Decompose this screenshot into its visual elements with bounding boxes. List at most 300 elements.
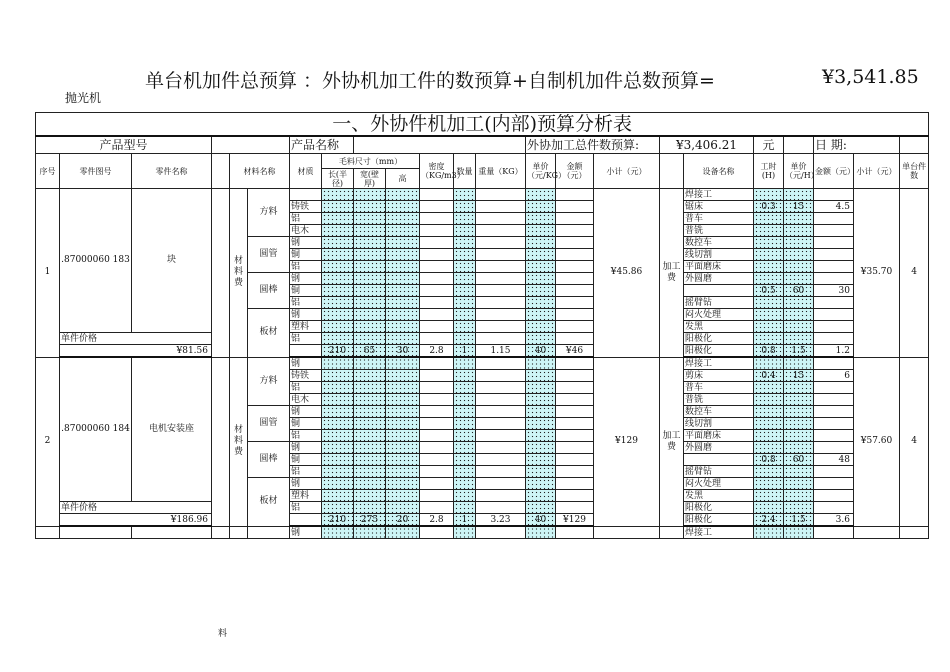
height-cell[interactable] xyxy=(386,309,420,321)
hours-cell[interactable] xyxy=(754,357,784,370)
height-cell[interactable] xyxy=(386,478,420,490)
equipment-label: 阳极化 xyxy=(684,514,754,527)
labor-amount-cell xyxy=(814,430,854,442)
qty-cell[interactable] xyxy=(454,430,476,442)
price-per-kg-cell[interactable] xyxy=(526,454,556,466)
length-cell[interactable] xyxy=(322,466,354,478)
material-row-label xyxy=(290,345,322,358)
qty-cell[interactable] xyxy=(454,333,476,345)
price-per-kg-cell[interactable] xyxy=(526,502,556,514)
labor-amount-cell: 3.6 xyxy=(814,514,854,527)
price-per-kg-cell[interactable] xyxy=(526,321,556,333)
width-cell[interactable] xyxy=(354,297,386,309)
height-cell[interactable] xyxy=(386,285,420,297)
width-cell[interactable] xyxy=(354,237,386,249)
height-cell[interactable] xyxy=(386,418,420,430)
price-per-kg-cell[interactable] xyxy=(526,370,556,382)
equipment-label: 线切割 xyxy=(684,418,754,430)
product-name-label: 产品名称 xyxy=(290,136,354,154)
blank-cell xyxy=(36,526,60,539)
width-cell[interactable] xyxy=(354,502,386,514)
width-cell[interactable] xyxy=(354,490,386,502)
amount-cell xyxy=(556,213,594,225)
hours-cell[interactable]: 0.3 xyxy=(754,201,784,213)
header-seq: 序号 xyxy=(36,154,60,189)
hours-cell[interactable] xyxy=(754,418,784,430)
hour-rate-cell[interactable] xyxy=(784,189,814,201)
table-row xyxy=(36,189,929,201)
table-row xyxy=(36,333,929,345)
height-cell[interactable] xyxy=(386,333,420,345)
density-cell xyxy=(420,502,454,514)
width-cell[interactable] xyxy=(354,454,386,466)
header-per-unit-qty: 单台件数 xyxy=(900,154,929,189)
price-per-kg-cell[interactable] xyxy=(526,249,556,261)
length-cell[interactable] xyxy=(322,454,354,466)
height-cell[interactable] xyxy=(386,357,420,370)
height-cell[interactable] xyxy=(386,225,420,237)
qty-cell[interactable] xyxy=(454,394,476,406)
length-cell[interactable] xyxy=(322,261,354,273)
hour-rate-cell[interactable] xyxy=(784,526,814,539)
hours-cell[interactable] xyxy=(754,394,784,406)
labor-subtotal xyxy=(854,526,900,539)
height-cell[interactable] xyxy=(386,321,420,333)
height-cell[interactable] xyxy=(386,249,420,261)
equipment-label: 外圆磨 xyxy=(684,442,754,454)
density-cell xyxy=(420,442,454,454)
hours-cell[interactable] xyxy=(754,237,784,249)
hours-cell[interactable]: 2.4 xyxy=(754,514,784,527)
length-cell[interactable]: 210 xyxy=(322,345,354,358)
width-cell[interactable] xyxy=(354,394,386,406)
length-cell[interactable] xyxy=(322,333,354,345)
price-per-kg-cell[interactable] xyxy=(526,418,556,430)
qty-cell[interactable]: 1 xyxy=(454,514,476,527)
qty-cell[interactable] xyxy=(454,225,476,237)
labor-amount-cell xyxy=(814,189,854,201)
qty-cell[interactable] xyxy=(454,213,476,225)
hour-rate-cell[interactable]: 15 xyxy=(784,201,814,213)
amount-cell xyxy=(556,430,594,442)
hour-rate-cell[interactable] xyxy=(784,213,814,225)
hours-cell[interactable] xyxy=(754,526,784,539)
height-cell[interactable] xyxy=(386,370,420,382)
density-cell xyxy=(420,357,454,370)
weight-cell xyxy=(476,382,526,394)
hour-rate-cell[interactable] xyxy=(784,297,814,309)
hours-cell[interactable] xyxy=(754,249,784,261)
length-cell[interactable] xyxy=(322,406,354,418)
hours-cell[interactable] xyxy=(754,273,784,285)
equipment-label: 阳极化 xyxy=(684,333,754,345)
price-per-kg-cell[interactable] xyxy=(526,406,556,418)
length-cell[interactable] xyxy=(322,189,354,201)
width-cell[interactable] xyxy=(354,249,386,261)
width-cell[interactable] xyxy=(354,466,386,478)
length-cell[interactable] xyxy=(322,418,354,430)
length-cell[interactable] xyxy=(322,285,354,297)
qty-cell[interactable] xyxy=(454,382,476,394)
labor-amount-cell xyxy=(814,490,854,502)
density-cell xyxy=(420,309,454,321)
hour-rate-cell[interactable] xyxy=(784,321,814,333)
hour-rate-cell[interactable] xyxy=(784,261,814,273)
qty-cell[interactable] xyxy=(454,454,476,466)
width-cell[interactable] xyxy=(354,273,386,285)
equipment-label: 普车 xyxy=(684,213,754,225)
hour-rate-cell[interactable] xyxy=(784,478,814,490)
header-equipment: 设备名称 xyxy=(684,154,754,189)
width-cell[interactable] xyxy=(354,213,386,225)
length-cell[interactable] xyxy=(322,502,354,514)
qty-cell[interactable] xyxy=(454,297,476,309)
amount-cell xyxy=(556,526,594,539)
hours-cell[interactable] xyxy=(754,430,784,442)
hour-rate-cell[interactable] xyxy=(784,382,814,394)
width-cell[interactable]: 275 xyxy=(354,514,386,527)
labor-amount-cell xyxy=(814,321,854,333)
length-cell[interactable] xyxy=(322,357,354,370)
hours-cell[interactable] xyxy=(754,225,784,237)
length-cell[interactable] xyxy=(322,309,354,321)
size-cell[interactable] xyxy=(322,526,354,539)
height-cell[interactable]: 30 xyxy=(386,345,420,358)
length-cell[interactable] xyxy=(322,273,354,285)
qty-cell[interactable] xyxy=(454,478,476,490)
labor-amount-cell: 1.2 xyxy=(814,345,854,358)
material-fee-label: 材料费 xyxy=(230,357,248,526)
qty-cell[interactable] xyxy=(454,466,476,478)
density-cell xyxy=(420,370,454,382)
part-drawing: .87000060 184 xyxy=(60,357,132,502)
length-cell[interactable] xyxy=(322,490,354,502)
width-cell[interactable] xyxy=(354,225,386,237)
width-cell[interactable] xyxy=(354,430,386,442)
height-cell[interactable] xyxy=(386,189,420,201)
hours-cell[interactable]: 0.8 xyxy=(754,345,784,358)
hour-rate-cell[interactable] xyxy=(784,273,814,285)
material-row-label: 铝 xyxy=(290,261,322,273)
length-cell[interactable] xyxy=(322,201,354,213)
qty-cell[interactable] xyxy=(454,418,476,430)
price-per-kg-cell[interactable] xyxy=(526,490,556,502)
price-per-kg-cell[interactable] xyxy=(526,189,556,201)
price-per-kg-cell[interactable] xyxy=(526,394,556,406)
hour-rate-cell[interactable] xyxy=(784,502,814,514)
amount-cell xyxy=(556,406,594,418)
height-cell[interactable] xyxy=(386,297,420,309)
width-cell[interactable] xyxy=(354,370,386,382)
summary-title: 单台机加件总预算 ：外协机加工件的数预算+自制机加件总数预算= xyxy=(145,70,715,92)
hour-rate-cell[interactable] xyxy=(784,394,814,406)
price-per-kg-cell[interactable] xyxy=(526,213,556,225)
hours-cell[interactable] xyxy=(754,213,784,225)
qty-cell[interactable]: 1 xyxy=(454,345,476,358)
price-per-kg-cell[interactable] xyxy=(526,526,556,539)
width-cell[interactable] xyxy=(354,357,386,370)
size-cell[interactable] xyxy=(354,526,386,539)
part-unit-price: ¥186.96 xyxy=(60,514,212,527)
qty-cell[interactable] xyxy=(454,249,476,261)
height-cell[interactable]: 20 xyxy=(386,514,420,527)
amount-cell xyxy=(556,225,594,237)
header-weight: 重量（KG） xyxy=(476,154,526,189)
width-cell[interactable] xyxy=(354,261,386,273)
amount-cell xyxy=(556,442,594,454)
amount-cell xyxy=(556,189,594,201)
width-cell[interactable] xyxy=(354,442,386,454)
material-row-label: 铸铁 xyxy=(290,370,322,382)
height-cell[interactable] xyxy=(386,213,420,225)
footer-label: 料 xyxy=(218,629,228,639)
hours-cell[interactable] xyxy=(754,490,784,502)
density-cell xyxy=(420,237,454,249)
material-subtotal: ¥45.86 xyxy=(594,189,660,358)
hour-rate-cell[interactable] xyxy=(784,406,814,418)
hours-cell[interactable] xyxy=(754,442,784,454)
equipment-label: 平面磨床 xyxy=(684,261,754,273)
material-row-label: 铜 xyxy=(290,454,322,466)
height-cell[interactable] xyxy=(386,430,420,442)
height-cell[interactable] xyxy=(386,442,420,454)
hours-cell[interactable] xyxy=(754,309,784,321)
amount-cell: ¥46 xyxy=(556,345,594,358)
density-cell xyxy=(420,249,454,261)
material-row-label: 钢 xyxy=(290,406,322,418)
qty-cell[interactable] xyxy=(454,357,476,370)
qty-cell[interactable] xyxy=(454,285,476,297)
amount-cell xyxy=(556,273,594,285)
length-cell[interactable] xyxy=(322,321,354,333)
date-label: 日 期: xyxy=(814,136,900,154)
price-per-kg-cell[interactable] xyxy=(526,285,556,297)
qty-cell[interactable] xyxy=(454,237,476,249)
hour-rate-cell[interactable] xyxy=(784,237,814,249)
price-per-kg-cell[interactable] xyxy=(526,225,556,237)
height-cell[interactable] xyxy=(386,454,420,466)
price-per-kg-cell[interactable] xyxy=(526,309,556,321)
hours-cell[interactable]: 0.8 xyxy=(754,454,784,466)
weight-cell xyxy=(476,189,526,201)
price-per-kg-cell[interactable] xyxy=(526,442,556,454)
qty-cell[interactable] xyxy=(454,490,476,502)
hour-rate-cell[interactable]: 1.5 xyxy=(784,514,814,527)
hours-cell[interactable]: 0.5 xyxy=(754,285,784,297)
hour-rate-cell[interactable]: 15 xyxy=(784,370,814,382)
hours-cell[interactable] xyxy=(754,297,784,309)
height-cell[interactable] xyxy=(386,201,420,213)
equipment-label: 发黑 xyxy=(684,490,754,502)
amount-cell: ¥129 xyxy=(556,514,594,527)
length-cell[interactable] xyxy=(322,430,354,442)
length-cell[interactable] xyxy=(322,394,354,406)
price-per-kg-cell[interactable]: 40 xyxy=(526,345,556,358)
hours-cell[interactable] xyxy=(754,189,784,201)
hours-cell[interactable] xyxy=(754,261,784,273)
material-row-label: 钢 xyxy=(290,357,322,370)
qty-cell[interactable] xyxy=(454,261,476,273)
price-per-kg-cell[interactable] xyxy=(526,357,556,370)
height-cell[interactable] xyxy=(386,490,420,502)
qty-cell[interactable] xyxy=(454,370,476,382)
header-part-name: 零件名称 xyxy=(132,154,212,189)
price-per-kg-cell[interactable] xyxy=(526,382,556,394)
height-cell[interactable] xyxy=(386,261,420,273)
labor-amount-cell xyxy=(814,237,854,249)
hours-cell[interactable] xyxy=(754,382,784,394)
length-cell[interactable] xyxy=(322,225,354,237)
price-per-kg-cell[interactable]: 40 xyxy=(526,514,556,527)
weight-cell xyxy=(476,309,526,321)
equipment-label: 剪床 xyxy=(684,370,754,382)
hours-cell[interactable] xyxy=(754,478,784,490)
height-cell[interactable] xyxy=(386,273,420,285)
price-per-kg-cell[interactable] xyxy=(526,297,556,309)
weight-cell xyxy=(476,333,526,345)
hours-cell[interactable] xyxy=(754,321,784,333)
width-cell[interactable] xyxy=(354,406,386,418)
amount-cell xyxy=(556,309,594,321)
qty-cell[interactable] xyxy=(454,201,476,213)
density-cell xyxy=(420,285,454,297)
size-cell[interactable] xyxy=(386,526,420,539)
qty-cell[interactable] xyxy=(454,189,476,201)
qty-cell[interactable] xyxy=(454,406,476,418)
hours-cell[interactable] xyxy=(754,406,784,418)
weight-cell xyxy=(476,285,526,297)
hour-rate-cell[interactable] xyxy=(784,430,814,442)
price-per-kg-cell[interactable] xyxy=(526,201,556,213)
machine-name: 抛光机 xyxy=(65,91,102,105)
qty-cell[interactable] xyxy=(454,502,476,514)
labor-amount-cell xyxy=(814,382,854,394)
qty-cell[interactable] xyxy=(454,442,476,454)
labor-amount-cell: 4.5 xyxy=(814,201,854,213)
price-per-kg-cell[interactable] xyxy=(526,273,556,285)
width-cell[interactable] xyxy=(354,382,386,394)
qty-cell[interactable] xyxy=(454,309,476,321)
labor-amount-cell: 6 xyxy=(814,370,854,382)
width-cell[interactable] xyxy=(354,333,386,345)
hour-rate-cell[interactable] xyxy=(784,490,814,502)
header-blank-2 xyxy=(660,154,684,189)
weight-cell xyxy=(476,526,526,539)
weight-cell xyxy=(476,418,526,430)
length-cell[interactable] xyxy=(322,370,354,382)
product-model-value[interactable] xyxy=(212,136,290,154)
height-cell[interactable] xyxy=(386,502,420,514)
height-cell[interactable] xyxy=(386,237,420,249)
hour-rate-cell[interactable] xyxy=(784,357,814,370)
length-cell[interactable] xyxy=(322,249,354,261)
width-cell[interactable] xyxy=(354,309,386,321)
width-cell[interactable] xyxy=(354,321,386,333)
width-cell[interactable] xyxy=(354,285,386,297)
hours-cell[interactable] xyxy=(754,466,784,478)
hour-rate-cell[interactable] xyxy=(784,225,814,237)
qty-cell[interactable] xyxy=(454,321,476,333)
material-row-label: 电木 xyxy=(290,394,322,406)
amount-cell xyxy=(556,466,594,478)
labor-amount-cell xyxy=(814,309,854,321)
height-cell[interactable] xyxy=(386,406,420,418)
hours-cell[interactable] xyxy=(754,333,784,345)
qty-cell[interactable] xyxy=(454,273,476,285)
price-per-kg-cell[interactable] xyxy=(526,430,556,442)
labor-amount-cell xyxy=(814,478,854,490)
qty-cell[interactable] xyxy=(454,526,476,539)
height-cell[interactable] xyxy=(386,466,420,478)
height-cell[interactable] xyxy=(386,382,420,394)
date-value[interactable] xyxy=(900,136,929,154)
part-name: 块 xyxy=(132,189,212,333)
hour-rate-cell[interactable] xyxy=(784,309,814,321)
length-cell[interactable] xyxy=(322,478,354,490)
height-cell[interactable] xyxy=(386,394,420,406)
width-cell[interactable]: 65 xyxy=(354,345,386,358)
length-cell[interactable] xyxy=(322,297,354,309)
hour-rate-cell[interactable]: 60 xyxy=(784,454,814,466)
hour-rate-cell[interactable]: 60 xyxy=(784,285,814,297)
outsourced-total-value: ¥3,406.21 xyxy=(660,136,754,154)
width-cell[interactable] xyxy=(354,478,386,490)
equipment-label: 摇臂钻 xyxy=(684,297,754,309)
hour-rate-cell[interactable] xyxy=(784,466,814,478)
amount-cell xyxy=(556,201,594,213)
length-cell[interactable] xyxy=(322,237,354,249)
width-cell[interactable] xyxy=(354,201,386,213)
price-per-kg-cell[interactable] xyxy=(526,261,556,273)
header-material-grade: 材质 xyxy=(290,154,322,189)
hours-cell[interactable] xyxy=(754,502,784,514)
group-square-stock: 方料 xyxy=(248,357,290,406)
amount-cell xyxy=(556,237,594,249)
hours-cell[interactable]: 0.4 xyxy=(754,370,784,382)
length-cell[interactable] xyxy=(322,382,354,394)
hour-rate-cell[interactable]: 1.5 xyxy=(784,345,814,358)
labor-amount-cell xyxy=(814,526,854,539)
length-cell[interactable] xyxy=(322,213,354,225)
product-name-value[interactable] xyxy=(354,136,526,154)
density-cell xyxy=(420,406,454,418)
price-per-kg-cell[interactable] xyxy=(526,237,556,249)
price-per-kg-cell[interactable] xyxy=(526,333,556,345)
price-per-kg-cell[interactable] xyxy=(526,466,556,478)
blank-cell xyxy=(132,526,212,539)
hour-rate-cell[interactable] xyxy=(784,442,814,454)
sheet-title: 一、外协件机加工(内部)预算分析表 xyxy=(36,113,929,137)
length-cell[interactable] xyxy=(322,442,354,454)
hour-rate-cell[interactable] xyxy=(784,333,814,345)
header-subtotal: 小计（元） xyxy=(594,154,660,189)
width-cell[interactable] xyxy=(354,189,386,201)
price-per-kg-cell[interactable] xyxy=(526,478,556,490)
width-cell[interactable] xyxy=(354,418,386,430)
density-cell xyxy=(420,261,454,273)
amount-cell xyxy=(556,321,594,333)
labor-amount-cell xyxy=(814,394,854,406)
unit-yuan: 元 xyxy=(754,136,784,154)
weight-cell: 3.23 xyxy=(476,514,526,527)
density-cell xyxy=(420,526,454,539)
weight-cell xyxy=(476,442,526,454)
hour-rate-cell[interactable] xyxy=(784,418,814,430)
hour-rate-cell[interactable] xyxy=(784,249,814,261)
length-cell[interactable]: 210 xyxy=(322,514,354,527)
material-row-label: 铝 xyxy=(290,430,322,442)
part-name: 电机安装座 xyxy=(132,357,212,502)
